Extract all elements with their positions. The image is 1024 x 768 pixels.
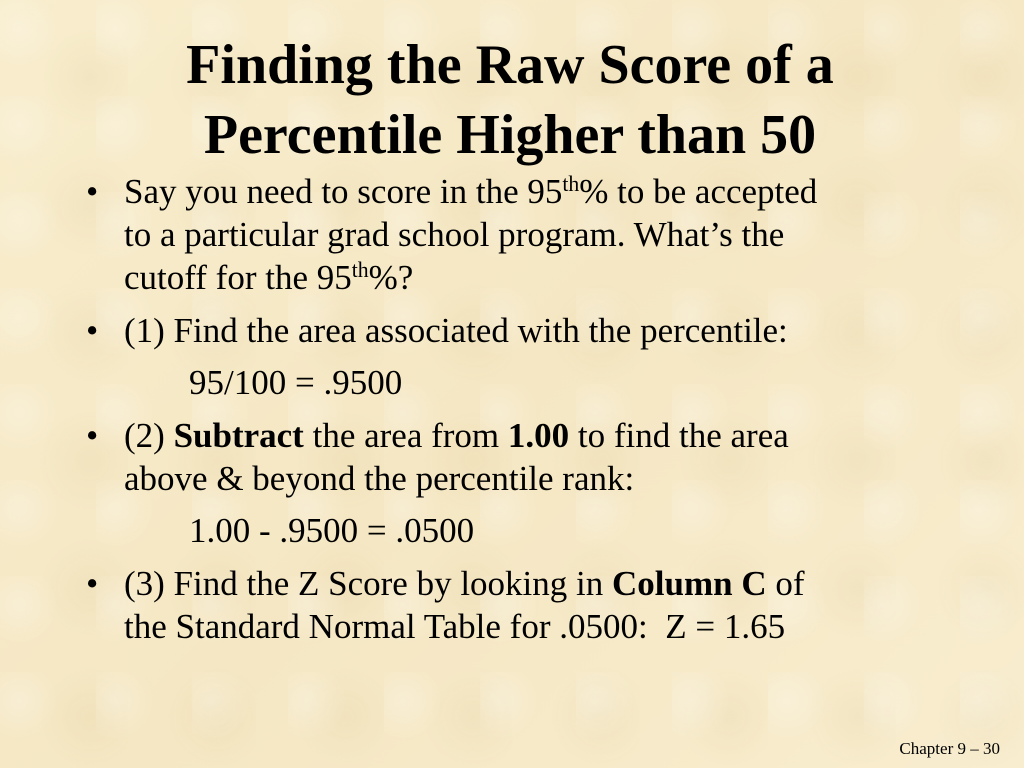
title-line-1: Finding the Raw Score of a [186,34,834,96]
text-run: Say you need to score in the 95 [124,172,563,211]
bullet-item-2 [86,309,924,352]
bullet-2-line-1: (1) Find the area associated with the percentile: [124,311,788,350]
text-run: % to be accepted [579,172,818,211]
text-run: (3) Find the Z Score by looking in [124,564,613,603]
bullet-marker: • [86,172,99,211]
text-run: cutoff for the 95 [124,258,352,297]
bullet-item-4 [86,562,924,648]
text-run: of [766,564,805,603]
bullet-1-line-3 [124,256,924,299]
text-run: (2) [124,416,174,455]
bullet-4-line-1 [124,562,924,605]
bullet-marker: • [86,416,99,455]
text-run: to find the area [569,416,789,455]
slide-footer: Chapter 9 – 30 [899,739,1000,758]
bold-text: Column C [612,564,767,603]
superscript: th [562,172,580,197]
bullet-4-line-2: the Standard Normal Table for .0500: Z = 1.65 [124,607,786,646]
calculation-1: 95/100 = .9500 [189,363,403,402]
bullet-3-line-1 [124,414,924,457]
bold-text: 1.00 [507,416,570,455]
bullet-item-3 [86,414,924,500]
bullet-marker: • [86,564,99,603]
superscript: th [351,258,369,283]
title-line-2: Percentile Higher than 50 [203,104,817,166]
calculation-2: 1.00 - .9500 = .0500 [189,511,475,550]
bullet-3-line-2: above & beyond the percentile rank: [124,459,635,498]
text-run: the area from [303,416,508,455]
bullet-marker: • [86,311,99,350]
bullet-item-1 [86,170,924,299]
bullet-1-line-1 [124,170,924,213]
bullet-1-line-2: to a particular grad school program. What’s the [124,215,785,254]
bold-text: Subtract [173,416,304,455]
text-run: %? [368,258,414,297]
